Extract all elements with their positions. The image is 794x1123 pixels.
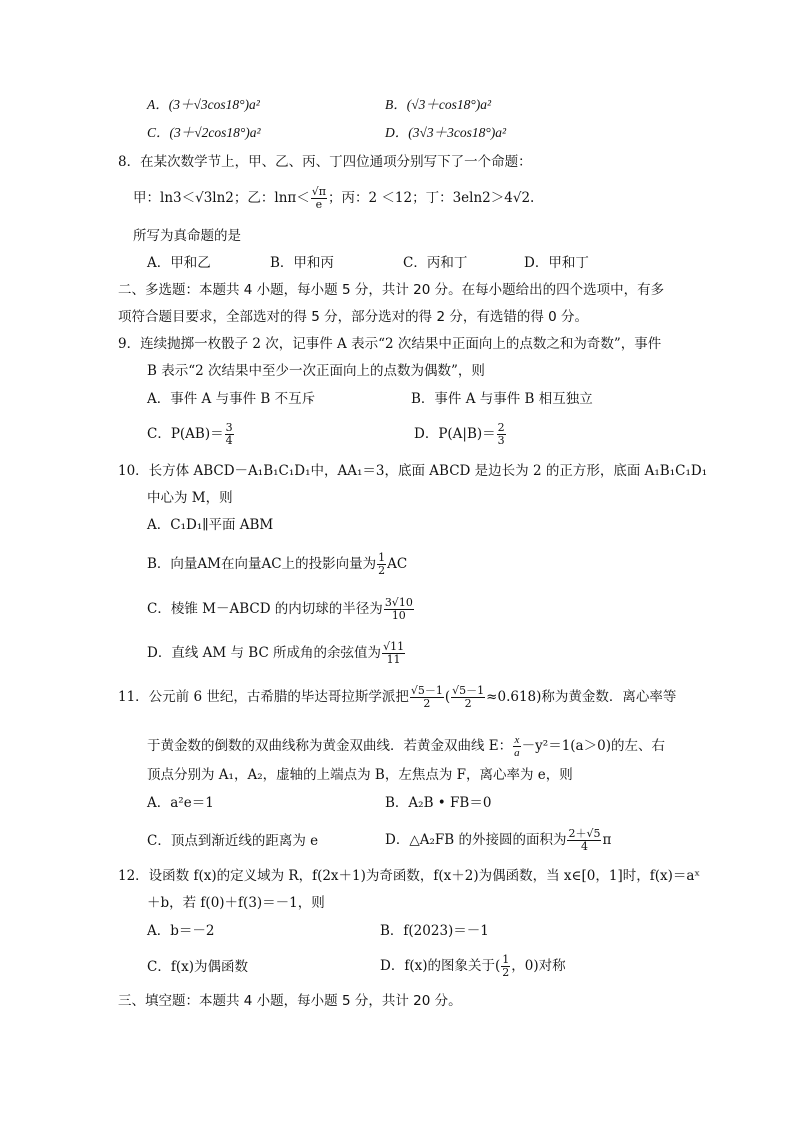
q8-propositions xyxy=(133,186,534,211)
q11-stem-line2 xyxy=(147,734,665,759)
q10-stem-line1: 10．长方体 ABCD－A₁B₁C₁D₁中，AA₁＝3，底面 ABCD 是边长为 2 的正方形，底面 A₁B₁C₁D₁ xyxy=(118,463,708,479)
fraction-denominator: 2 xyxy=(378,564,386,577)
q10-b-pre: B．向量AM在向量AC上的投影向量为 xyxy=(147,556,377,572)
fraction-numerator: √11 xyxy=(383,640,405,653)
fraction-denominator: 4 xyxy=(580,840,588,853)
q11-l1-post: ≈0.618)称为黄金数．离心率等 xyxy=(486,689,677,705)
fraction-denominator: 2 xyxy=(502,966,510,979)
q11-l2-post: －y²＝1(a＞0)的左、右 xyxy=(521,738,665,754)
q12-option-a: A．b＝－2 xyxy=(147,923,215,939)
q11-d-pre: D．△A₂FB 的外接圆的面积为 xyxy=(385,832,567,848)
q8-option-a: A．甲和乙 xyxy=(147,255,211,271)
q11-option-c: C．顶点到渐近线的距离为 e xyxy=(147,833,319,849)
q10-option-d xyxy=(147,641,406,666)
q7-option-d: D．(3√3＋3cos18°)a² xyxy=(385,125,507,140)
q10-option-b xyxy=(147,552,407,577)
fraction-numerator: 1 xyxy=(378,551,386,564)
fraction-numerator: 1 xyxy=(502,953,510,966)
q12-d-post: ，0)对称 xyxy=(511,958,566,974)
fraction-denominator: 2 xyxy=(464,697,472,710)
q12-d-pre: D．f(x)的图象关于( xyxy=(380,958,501,974)
fraction-numerator: √π xyxy=(311,185,327,198)
fraction-numerator: 3√10 xyxy=(384,596,413,609)
fraction-denominator: 11 xyxy=(386,653,401,666)
section2-heading-line2: 项符合题目要求，全部选对的得 5 分，部分选对的得 2 分，有选错的得 0 分。 xyxy=(118,309,589,325)
q7-option-b: B．(√3＋cos18°)a² xyxy=(385,97,492,112)
q8-props-post: ；丙：2 ＜12；丁：3eln2＞4√2. xyxy=(328,190,535,206)
fraction-numerator: √5－1 xyxy=(452,684,485,697)
q9-c-pre: C．P(AB)＝ xyxy=(147,426,224,442)
q10-c-fraction xyxy=(384,597,414,622)
fraction-numerator: 3 xyxy=(225,421,233,434)
section3-heading: 三、填空题：本题共 4 小题，每小题 5 分，共计 20 分。 xyxy=(118,993,462,1009)
fraction-denominator: 10 xyxy=(391,609,406,622)
q11-option-b: B．A₂B • FB＝0 xyxy=(385,795,492,811)
q10-b-fraction xyxy=(377,552,386,577)
fraction-numerator: √5－1 xyxy=(410,684,443,697)
q11-d-fraction xyxy=(567,828,601,853)
q9-c-fraction xyxy=(225,422,234,447)
q11-l1-mid: ( xyxy=(444,689,451,705)
q8-option-c: C．丙和丁 xyxy=(403,255,468,271)
q9-option-d xyxy=(414,422,507,447)
q9-d-pre: D．P(A|B)＝ xyxy=(414,426,496,442)
q8-stem: 8．在某次数学节上，甲、乙、丙、丁四位通项分别写下了一个命题： xyxy=(118,154,532,170)
q11-l2-fraction xyxy=(513,734,521,759)
fraction-denominator: a xyxy=(514,747,520,759)
q7-option-a: A．(3＋√3cos18°)a² xyxy=(147,97,260,112)
fraction-numerator: x xyxy=(514,734,520,746)
q10-stem-line2: 中心为 M，则 xyxy=(147,490,233,506)
q12-option-b: B．f(2023)＝－1 xyxy=(380,923,489,939)
q8-question: 所写为真命题的是 xyxy=(133,228,241,244)
q9-option-a: A．事件 A 与事件 B 不互斥 xyxy=(147,391,316,407)
fraction-denominator: 2 xyxy=(423,697,431,710)
fraction-denominator: e xyxy=(315,198,323,211)
q11-l1-fraction2 xyxy=(451,685,485,710)
q9-d-fraction xyxy=(497,422,506,447)
q8-option-b: B．甲和丙 xyxy=(270,255,334,271)
q8-props-pre: 甲：ln3＜√3ln2；乙：lnπ＜ xyxy=(133,190,310,206)
q10-option-a: A．C₁D₁∥平面 ABM xyxy=(147,517,274,533)
q11-option-a: A．a²e＝1 xyxy=(147,795,214,811)
q11-stem-line1 xyxy=(118,685,676,710)
q10-d-fraction xyxy=(382,641,405,666)
q11-l2-pre: 于黄金数的倒数的双曲线称为黄金双曲线．若黄金双曲线 E： xyxy=(147,738,513,754)
q9-stem-line1: 9．连续抛掷一枚骰子 2 次，记事件 A 表示“2 次结果中正面向上的点数之和为奇数”，事件 xyxy=(118,336,662,352)
q12-stem-line2: ＋b，若 f(0)＋f(3)＝－1，则 xyxy=(147,895,325,911)
fraction-numerator: 2 xyxy=(497,421,505,434)
q10-option-c xyxy=(147,597,415,622)
q11-option-d xyxy=(385,828,611,853)
q10-b-post: AC xyxy=(387,556,408,572)
section2-heading-line1: 二、多选题：本题共 4 小题，每小题 5 分，共计 20 分。在每小题给出的四个选项中，有多 xyxy=(118,282,665,298)
q11-l1-fraction1 xyxy=(410,685,444,710)
q7-option-c: C．(3＋√2cos18°)a² xyxy=(147,125,261,140)
q12-d-fraction xyxy=(501,954,510,979)
fraction-denominator: 4 xyxy=(225,434,233,447)
q12-option-d xyxy=(380,954,566,979)
q11-stem-line3: 顶点分别为 A₁，A₂，虚轴的上端点为 B，左焦点为 F，离心率为 e，则 xyxy=(147,767,573,783)
fraction-numerator: 2＋√5 xyxy=(568,827,601,840)
q11-l1-pre: 11．公元前 6 世纪，古希腊的毕达哥拉斯学派把 xyxy=(118,689,409,705)
q11-d-post: π xyxy=(602,832,612,848)
q8-option-d: D．甲和丁 xyxy=(524,255,589,271)
q12-option-c: C．f(x)为偶函数 xyxy=(147,959,248,975)
q9-stem-line2: B 表示“2 次结果中至少一次正面向上的点数为偶数”，则 xyxy=(147,363,485,379)
q9-option-b: B．事件 A 与事件 B 相互独立 xyxy=(411,391,593,407)
q9-option-c xyxy=(147,422,235,447)
q10-c-pre: C．棱锥 M－ABCD 的内切球的半径为 xyxy=(147,601,383,617)
q8-props-fraction xyxy=(311,186,327,211)
q10-d-pre: D．直线 AM 与 BC 所成角的余弦值为 xyxy=(147,645,382,661)
fraction-denominator: 3 xyxy=(497,434,505,447)
q12-stem-line1: 12．设函数 f(x)的定义域为 R，f(2x＋1)为奇函数，f(x＋2)为偶函数，当 x∈[0，1]时，f(x)＝aˣ xyxy=(118,868,701,884)
